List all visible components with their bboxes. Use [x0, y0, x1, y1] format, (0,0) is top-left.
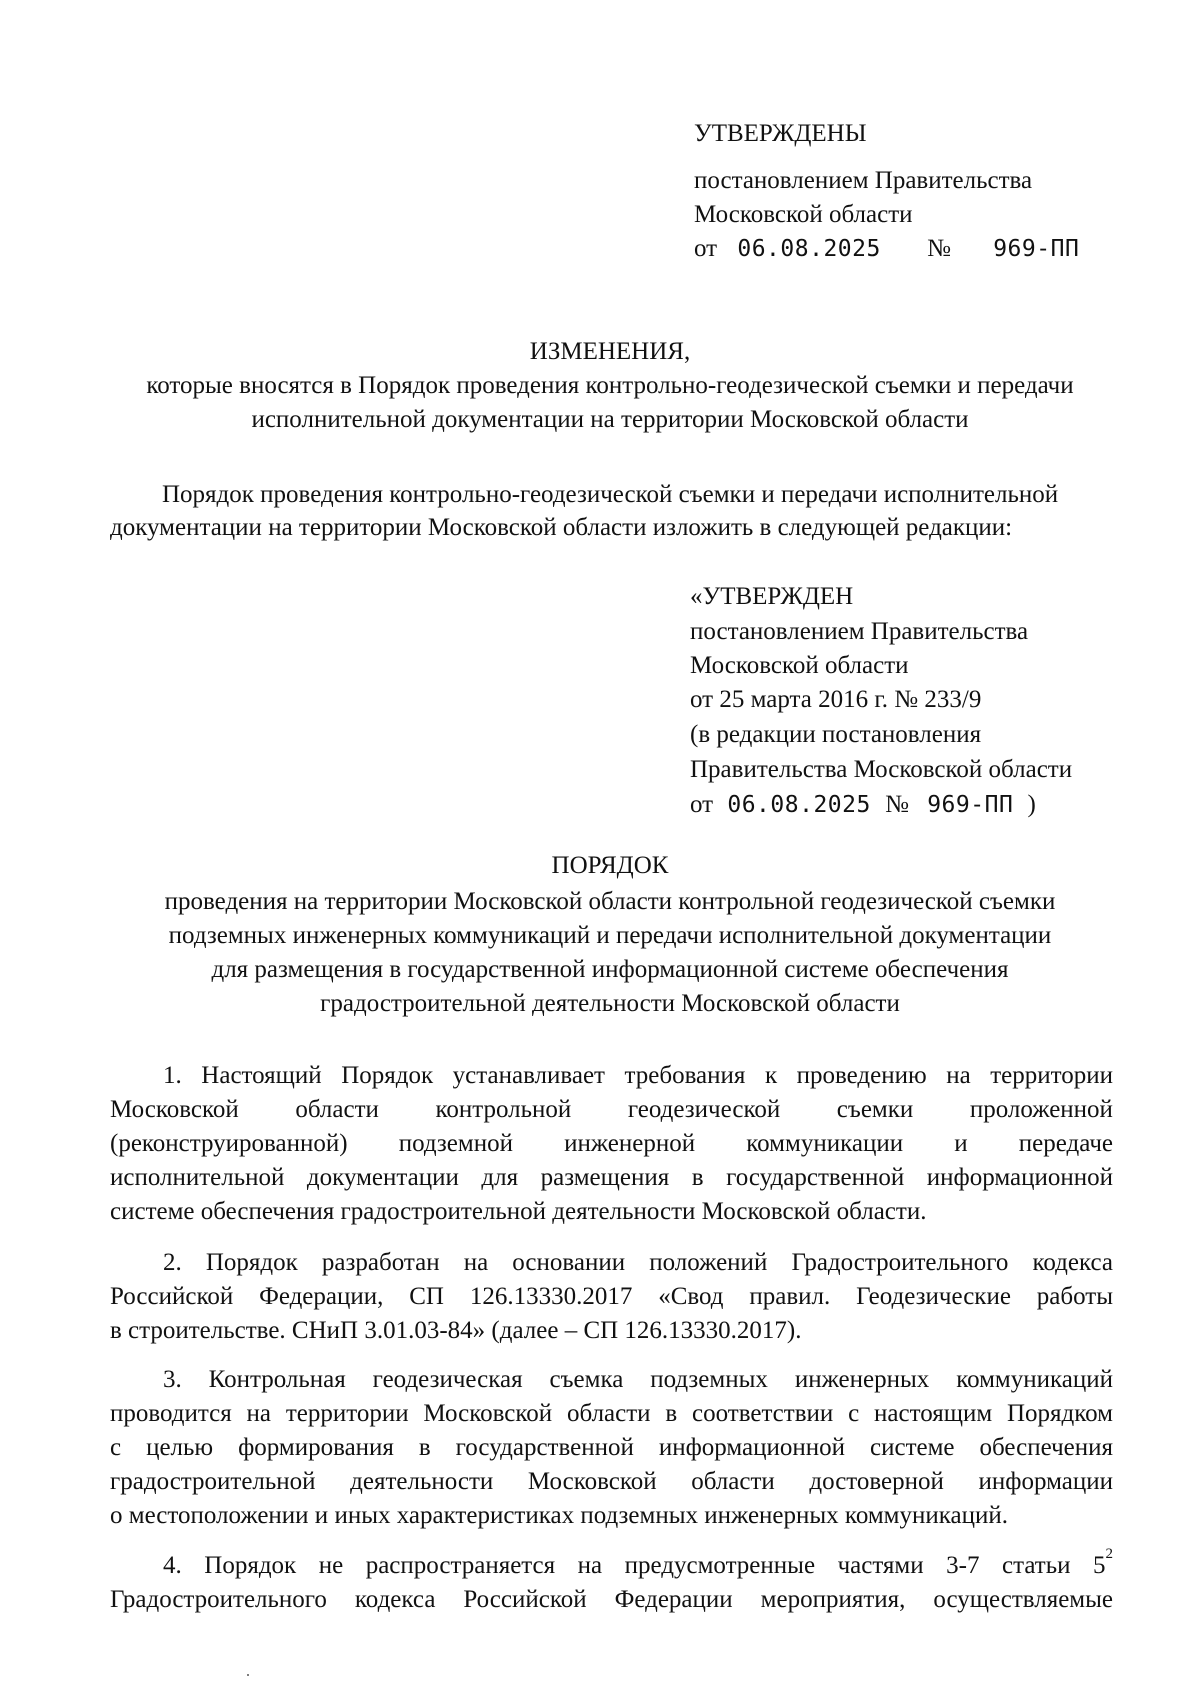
word: проложенной [969, 1096, 1113, 1123]
p4-line-1-text: 4. Порядок не распространяется на предусмотренные частями 3-7 статьи 5 [163, 1552, 1106, 1579]
word: Московской [527, 1468, 657, 1495]
p2-line-3: в строительстве. СНиП 3.01.03-84» (далее – СП 126.13330.2017). [110, 1317, 802, 1344]
approval2-number: 969-ПП [927, 792, 1014, 818]
word: достоверной [809, 1468, 944, 1495]
order-subtitle-3: для размещения в государственной информационной системе обеспечения [211, 956, 1009, 983]
approval-number-sign: № [927, 235, 951, 262]
approval-number: 969-ПП [993, 236, 1080, 262]
word: геодезической [627, 1096, 781, 1123]
intro-line-2: документации на территории Московской области изложить в следующей редакции: [110, 514, 1013, 541]
p2-line-1: 2. Порядок разработан на основании положений Градостроительного кодекса [163, 1249, 1113, 1276]
p2-line-2: Российской Федерации, СП 126.13330.2017 «Свод правил. Геодезические работы [110, 1283, 1113, 1310]
p4-line-1 [163, 1546, 1113, 1580]
changes-heading: ИЗМЕНЕНИЯ, [529, 338, 691, 365]
p4-superscript: 2 [1105, 1546, 1113, 1562]
word: контрольной [435, 1096, 572, 1123]
changes-subtitle-2: исполнительной документации на территории Московской области [251, 406, 969, 433]
p1-line-4: исполнительной документации для размещения в государственной информационной [110, 1164, 1113, 1191]
p3-line-5: о местоположении и иных характеристиках подземных инженерных коммуникаций. [110, 1502, 1008, 1529]
approval2-line-3: от 25 марта 2016 г. № 233/9 [690, 686, 982, 713]
approval-date-row [694, 235, 1079, 263]
approval-date-prefix: от [694, 235, 718, 262]
word: градостроительной [110, 1468, 316, 1495]
approval2-date: 06.08.2025 [727, 792, 871, 818]
word: и [954, 1130, 968, 1157]
approval-date: 06.08.2025 [737, 236, 881, 262]
approval2-line-1: постановлением Правительства [690, 618, 1029, 645]
approval2-title: «УТВЕРЖДЕН [690, 583, 854, 610]
order-subtitle-1: проведения на территории Московской области контрольной геодезической съемки [164, 888, 1056, 915]
approval2-line-5: Правительства Московской области [690, 756, 1073, 783]
p1-line-5: системе обеспечения градостроительной деятельности Московской области. [110, 1198, 927, 1225]
word: инженерной [564, 1130, 696, 1157]
approval-line-1: постановлением Правительства [694, 167, 1033, 194]
word: коммуникации [746, 1130, 904, 1157]
approval2-number-sign: № [885, 791, 909, 818]
word: передаче [1018, 1130, 1113, 1157]
approval2-line-2: Московской области [690, 652, 909, 679]
word: области [691, 1468, 775, 1495]
word: информации [978, 1468, 1113, 1495]
p4-line-2: Градостроительного кодекса Российской Федерации мероприятия, осуществляемые [110, 1586, 1113, 1613]
word: области [295, 1096, 379, 1123]
p3-line-1: 3. Контрольная геодезическая съемка подземных инженерных коммуникаций [163, 1366, 1113, 1393]
order-subtitle-2: подземных инженерных коммуникаций и передачи исполнительной документации [168, 922, 1052, 949]
approval2-date-prefix: от [690, 791, 714, 818]
approval-line-2: Московской области [694, 201, 913, 228]
order-heading: ПОРЯДОК [551, 852, 669, 879]
word: (реконструированной) [110, 1130, 348, 1157]
approval2-line-4: (в редакции постановления [690, 721, 982, 748]
scan-speck [247, 1674, 249, 1676]
approval2-date-row [690, 791, 1036, 819]
changes-subtitle-1: которые вносятся в Порядок проведения контрольно-геодезической съемки и передачи [146, 372, 1074, 399]
p3-line-2: проводится на территории Московской области в соответствии с настоящим Порядком [110, 1400, 1113, 1427]
word: съемки [836, 1096, 914, 1123]
p1-line-1: 1. Настоящий Порядок устанавливает требования к проведению на территории [163, 1062, 1113, 1089]
p1-line-3 [110, 1130, 1113, 1158]
p3-line-4 [110, 1468, 1113, 1496]
order-subtitle-4: градостроительной деятельности Московской области [320, 990, 900, 1017]
word: Московской [110, 1096, 239, 1123]
p1-line-2 [110, 1096, 1113, 1124]
word: подземной [398, 1130, 513, 1157]
p3-line-3: с целью формирования в государственной информационной системе обеспечения [110, 1434, 1113, 1461]
approval-title: УТВЕРЖДЕНЫ [694, 120, 867, 147]
approval2-close: ) [1027, 791, 1036, 818]
intro-line-1: Порядок проведения контрольно-геодезической съемки и передачи исполнительной [162, 481, 1059, 508]
word: деятельности [350, 1468, 494, 1495]
